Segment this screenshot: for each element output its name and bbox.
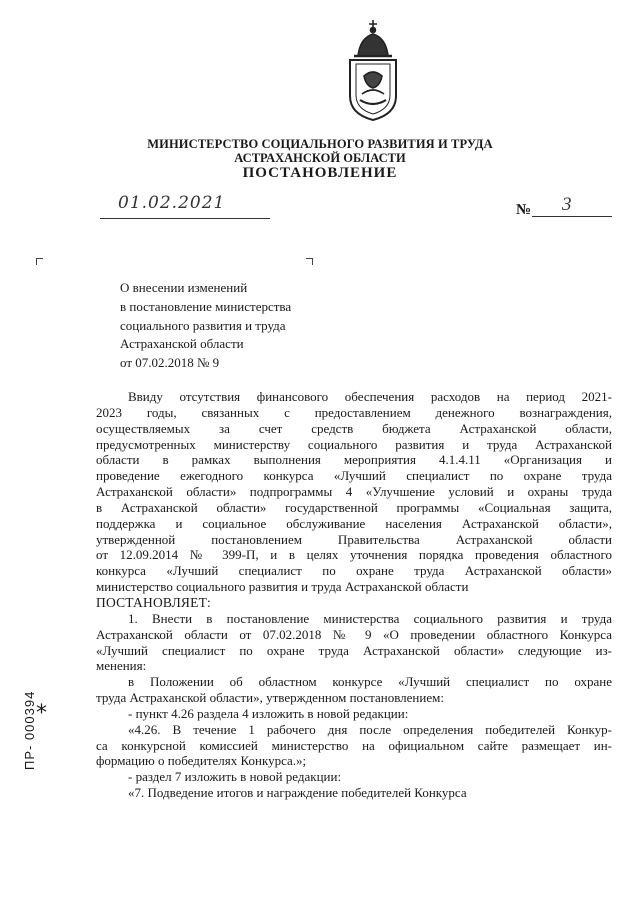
ministry-name-line2: АСТРАХАНСКОЙ ОБЛАСТИ bbox=[234, 151, 406, 165]
body-line: «7. Подведение итогов и награждение победителей Конкурса bbox=[128, 785, 467, 801]
body-line: «Лучший специалист по охране труда Астраханской области» следующие из- bbox=[96, 642, 612, 658]
body-line: «4.26. В течение 1 рабочего дня после определения победителей Конкур- bbox=[128, 721, 612, 737]
body-line: поддержка и социальное обслуживание населения Астраханской области», bbox=[96, 515, 612, 531]
body-line: - раздел 7 изложить в новой редакции: bbox=[128, 769, 342, 785]
body-line: в Положении об областном конкурсе «Лучший специалист по охране bbox=[128, 674, 612, 690]
ministry-name-line1: МИНИСТЕРСТВО СОЦИАЛЬНОГО РАЗВИТИЯ И ТРУДА bbox=[147, 137, 493, 151]
body-line: конкурса «Лучший специалист по охране труда Астраханской области» bbox=[96, 563, 612, 579]
date-field bbox=[100, 192, 270, 219]
body-line: области в рамках выполнения мероприятия 4.1.4.11 «Организация и bbox=[96, 452, 612, 468]
number-value: 3 bbox=[562, 194, 572, 215]
subject-line: в постановление министерства bbox=[120, 298, 292, 314]
body-line: труда Астраханской области», утвержденном постановлением: bbox=[96, 690, 444, 706]
document-body bbox=[96, 389, 612, 801]
body-line: от 12.09.2014 № 399-П, и в целях уточнения порядка проведения областного bbox=[96, 547, 612, 563]
body-line: предусмотренных министерству социального развития и труда Астраханской bbox=[96, 436, 612, 452]
body-line: формацию о победителях Конкурса.»; bbox=[96, 753, 307, 769]
subject-bracket-right bbox=[306, 258, 313, 265]
body-line: - пункт 4.26 раздела 4 изложить в новой редакции: bbox=[128, 705, 409, 721]
body-line: 1. Внести в постановление министерства социального развития и труда bbox=[128, 610, 612, 626]
margin-mark: ⁎ bbox=[36, 694, 47, 719]
number-label: № bbox=[516, 202, 532, 218]
registration-number: ПР- 000394 bbox=[22, 690, 37, 770]
body-line: 2023 годы, связанных с предоставлением денежного вознаграждения, bbox=[96, 404, 612, 420]
subject-line: социального развития и труда bbox=[120, 317, 286, 333]
body-line: Астраханской области от 07.02.2018 № 9 «О проведении областного Конкурса bbox=[96, 626, 612, 642]
number-field bbox=[532, 196, 612, 217]
document-type-title: ПОСТАНОВЛЕНИЕ bbox=[242, 165, 398, 181]
coat-of-arms-icon bbox=[340, 16, 406, 124]
body-line: са конкурсной комиссией министерство на официальном сайте размещает ин- bbox=[96, 737, 612, 753]
subject-line: Астраханской области bbox=[120, 336, 244, 352]
subject-line: О внесении изменений bbox=[120, 280, 248, 295]
body-line: министерство социального развития и труда Астраханской области bbox=[96, 579, 469, 595]
body-line: в Астраханской области» государственной программы «Социальная защита, bbox=[96, 499, 612, 515]
body-line: проведение ежегодного конкурса «Лучший специалист по охране труда bbox=[96, 468, 612, 484]
subject-line: от 07.02.2018 № 9 bbox=[120, 355, 220, 371]
body-line: Ввиду отсутствия финансового обеспечения расходов на период 2021- bbox=[128, 389, 612, 404]
subject-block bbox=[120, 279, 291, 373]
subject-bracket-left bbox=[36, 258, 43, 265]
decree-word: ПОСТАНОВЛЯЕТ: bbox=[96, 594, 211, 610]
body-line: Астраханской области» подпрограммы 4 «Улучшение условий и охраны труда bbox=[96, 484, 612, 500]
body-line: утвержденной постановлением Правительства Астраханской области bbox=[96, 531, 612, 547]
body-line: менения: bbox=[96, 658, 147, 674]
body-line: осуществляемых за счет средств бюджета Астраханской области, bbox=[96, 420, 612, 436]
date-value: 01.02.2021 bbox=[118, 193, 226, 213]
